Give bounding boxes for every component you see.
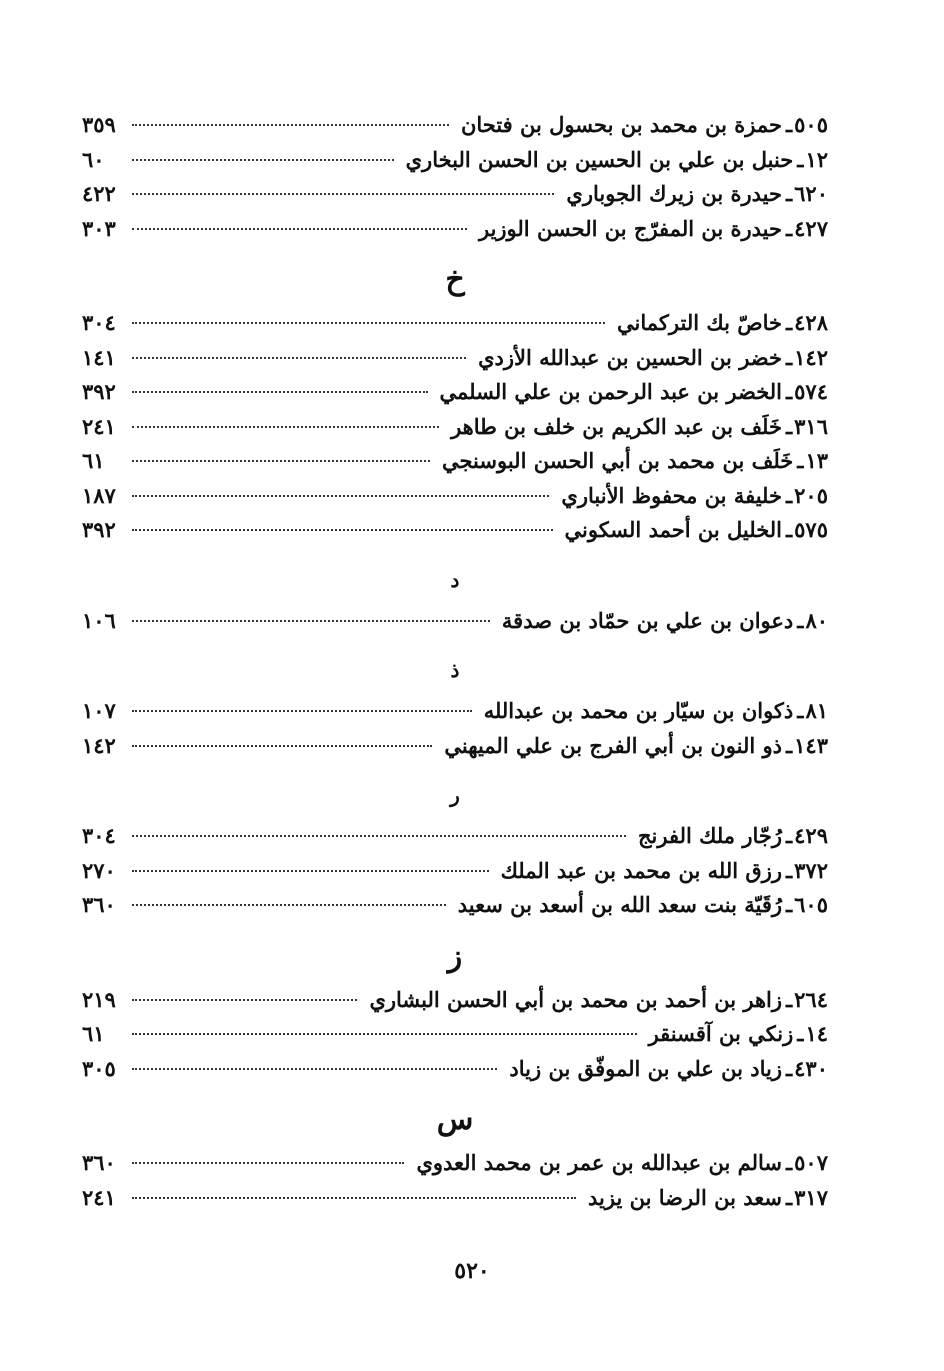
page-number: ٥٢٠	[454, 1258, 490, 1284]
entry-name: خَلَف بن عبد الكريم بن خلف بن طاهر	[451, 413, 782, 439]
section-letter: ز	[447, 938, 463, 974]
index-entry	[82, 823, 828, 858]
entry-number: ٣٧٢	[794, 857, 828, 883]
entry-name: دعوان بن علي بن حمّاد بن صدقة	[501, 607, 794, 633]
index-entry	[82, 483, 828, 518]
entry-page: ٣٩٢	[82, 379, 116, 404]
index-entry	[82, 181, 828, 216]
entry-number: ٥٧٥	[794, 517, 828, 542]
entry-number: ١٤٢	[794, 344, 828, 370]
dot-leader	[132, 835, 626, 837]
entry-name: زياد بن علي بن الموفّق بن زياد	[509, 1055, 782, 1081]
entry-number: ٣١٦	[794, 413, 828, 439]
entry-page: ١٤٢	[82, 732, 116, 758]
entry-separator: ـ	[786, 482, 793, 508]
entry-name: زنكي بن آقسنقر	[648, 1021, 794, 1046]
entry-separator: ـ	[786, 112, 793, 137]
dot-leader	[132, 460, 430, 462]
index-entry	[82, 414, 828, 449]
index-entry	[82, 892, 828, 927]
entry-name: رُقَيّة بنت سعد الله بن أسعد بن سعيد	[457, 892, 782, 917]
entry-number: ٤٢٩	[794, 823, 828, 848]
dot-leader	[132, 1162, 404, 1164]
entry-number: ٢٠٥	[794, 482, 828, 508]
dot-leader	[132, 710, 472, 712]
entry-number: ٦٠٥	[794, 892, 828, 917]
entry-separator: ـ	[786, 215, 793, 241]
index-entry	[82, 1021, 828, 1056]
index-entry	[82, 147, 828, 182]
entry-name: الخضر بن عبد الرحمن بن علي السلمي	[439, 379, 782, 404]
entry-name: رزق الله بن محمد بن عبد الملك	[500, 857, 782, 883]
entry-name: رُجّار ملك الفرنج	[637, 823, 782, 848]
index-entry	[82, 112, 828, 147]
entry-separator: ـ	[786, 310, 793, 335]
entry-name: الخليل بن أحمد السكوني	[564, 517, 782, 542]
entry-name: حمزة بن محمد بن بحسول بن فتحان	[460, 112, 782, 137]
dot-leader	[132, 124, 449, 126]
entry-name: ذكوان بن سيّار بن محمد بن عبدالله	[483, 698, 794, 723]
entry-separator: ـ	[797, 146, 804, 172]
entry-page: ٢١٩	[82, 986, 116, 1012]
entry-separator: ـ	[786, 857, 793, 883]
entry-page: ١٨٧	[82, 482, 116, 508]
entry-number: ١٤٣	[794, 732, 828, 758]
dot-leader	[132, 426, 439, 428]
dot-leader	[132, 357, 466, 359]
section-letter: خ	[445, 262, 465, 297]
index-entry	[82, 379, 828, 414]
entry-separator: ـ	[786, 1150, 793, 1175]
entry-separator: ـ	[797, 448, 804, 473]
entry-separator: ـ	[786, 344, 793, 370]
entry-page: ١٠٧	[82, 698, 116, 723]
entry-name: ذو النون بن أبي الفرج بن علي الميهني	[444, 732, 782, 758]
index-entry	[82, 345, 828, 380]
entry-number: ٤٢٨	[794, 310, 828, 335]
entry-name: حيدرة بن المفرّج بن الحسن الوزير	[478, 215, 782, 241]
index-entry	[82, 448, 828, 483]
index-entry	[82, 858, 828, 893]
section-letter: ذ	[450, 658, 460, 682]
entry-number: ٦٢٠	[794, 181, 828, 206]
section-letter: س	[436, 1102, 474, 1137]
dot-leader	[132, 1197, 576, 1199]
dot-leader	[132, 745, 432, 747]
entry-separator: ـ	[786, 823, 793, 848]
name-index	[82, 112, 828, 1219]
entry-page: ٤٢٢	[82, 181, 116, 206]
entry-number: ٣١٧	[794, 1184, 828, 1210]
entry-number: ١٣	[805, 448, 828, 473]
entry-separator: ـ	[786, 413, 793, 439]
index-entry	[82, 987, 828, 1022]
dot-leader	[132, 999, 357, 1001]
entry-page: ٣٠٣	[82, 215, 116, 241]
entry-separator: ـ	[786, 181, 793, 206]
entry-separator: ـ	[786, 986, 793, 1012]
entry-page: ٣٩٢	[82, 517, 116, 542]
entry-page: ٦١	[82, 1021, 105, 1046]
entry-number: ٤٣٠	[794, 1055, 828, 1081]
dot-leader	[132, 904, 446, 906]
index-entry	[82, 1056, 828, 1091]
entry-page: ٣٦٠	[82, 1150, 116, 1175]
entry-separator: ـ	[797, 607, 804, 633]
entry-name: حنبل بن علي بن الحسين بن الحسن البخاري	[405, 146, 794, 172]
dot-leader	[132, 228, 467, 230]
dot-leader	[132, 391, 428, 393]
entry-separator: ـ	[797, 1021, 804, 1046]
dot-leader	[132, 193, 554, 195]
entry-separator: ـ	[786, 732, 793, 758]
index-entry	[82, 733, 828, 768]
entry-page: ٣٠٤	[82, 310, 116, 335]
dot-leader	[132, 620, 490, 622]
index-entry	[82, 698, 828, 733]
entry-number: ١٢	[805, 146, 828, 172]
entry-page: ٣٠٤	[82, 823, 116, 848]
entry-page: ٦٠	[82, 146, 105, 172]
entry-name: سعد بن الرضا بن يزيد	[587, 1184, 782, 1210]
entry-page: ٢٤١	[82, 1184, 116, 1210]
dot-leader	[132, 1033, 637, 1035]
section-letter: ر	[450, 783, 460, 807]
entry-name: خاصّ بك التركماني	[617, 310, 782, 335]
entry-separator: ـ	[786, 1184, 793, 1210]
entry-separator: ـ	[786, 379, 793, 404]
entry-page: ٣٦٠	[82, 892, 116, 917]
entry-number: ٨١	[805, 698, 828, 723]
index-entry	[82, 1185, 828, 1220]
dot-leader	[132, 870, 489, 872]
dot-leader	[132, 529, 553, 531]
index-entry	[82, 1150, 828, 1185]
entry-number: ٨٠	[805, 607, 828, 633]
section-letter: د	[450, 567, 460, 592]
entry-page: ٣٥٩	[82, 112, 116, 137]
dot-leader	[132, 322, 605, 324]
index-entry	[82, 608, 828, 643]
index-entry	[82, 216, 828, 251]
entry-name: حيدرة بن زيرك الجوباري	[566, 181, 782, 206]
entry-page: ١٠٦	[82, 607, 116, 633]
entry-number: ٢٦٤	[794, 986, 828, 1012]
entry-separator: ـ	[786, 1055, 793, 1081]
entry-number: ٥٧٤	[794, 379, 828, 404]
index-entry	[82, 517, 828, 552]
entry-separator: ـ	[786, 517, 793, 542]
entry-name: خضر بن الحسين بن عبدالله الأزدي	[478, 344, 782, 370]
entry-name: خليفة بن محفوظ الأنباري	[561, 482, 782, 508]
entry-number: ٥٠٧	[794, 1150, 828, 1175]
entry-page: ٢٤١	[82, 413, 116, 439]
index-entry	[82, 310, 828, 345]
dot-leader	[132, 495, 549, 497]
entry-number: ٤٢٧	[794, 215, 828, 241]
entry-separator: ـ	[797, 698, 804, 723]
entry-page: ١٤١	[82, 344, 116, 370]
entry-name: سالم بن عبدالله بن عمر بن محمد العدوي	[416, 1150, 782, 1175]
entry-page: ٢٧٠	[82, 857, 116, 883]
entry-page: ٦١	[82, 448, 105, 473]
entry-separator: ـ	[786, 892, 793, 917]
entry-page: ٣٠٥	[82, 1055, 116, 1081]
entry-number: ٥٠٥	[794, 112, 828, 137]
dot-leader	[132, 1068, 497, 1070]
entry-number: ١٤	[805, 1021, 828, 1046]
entry-name: خَلَف بن محمد بن أبي الحسن البوسنجي	[442, 448, 794, 473]
dot-leader	[132, 159, 394, 161]
entry-name: زاهر بن أحمد بن محمد بن أبي الحسن البشاري	[369, 986, 782, 1012]
